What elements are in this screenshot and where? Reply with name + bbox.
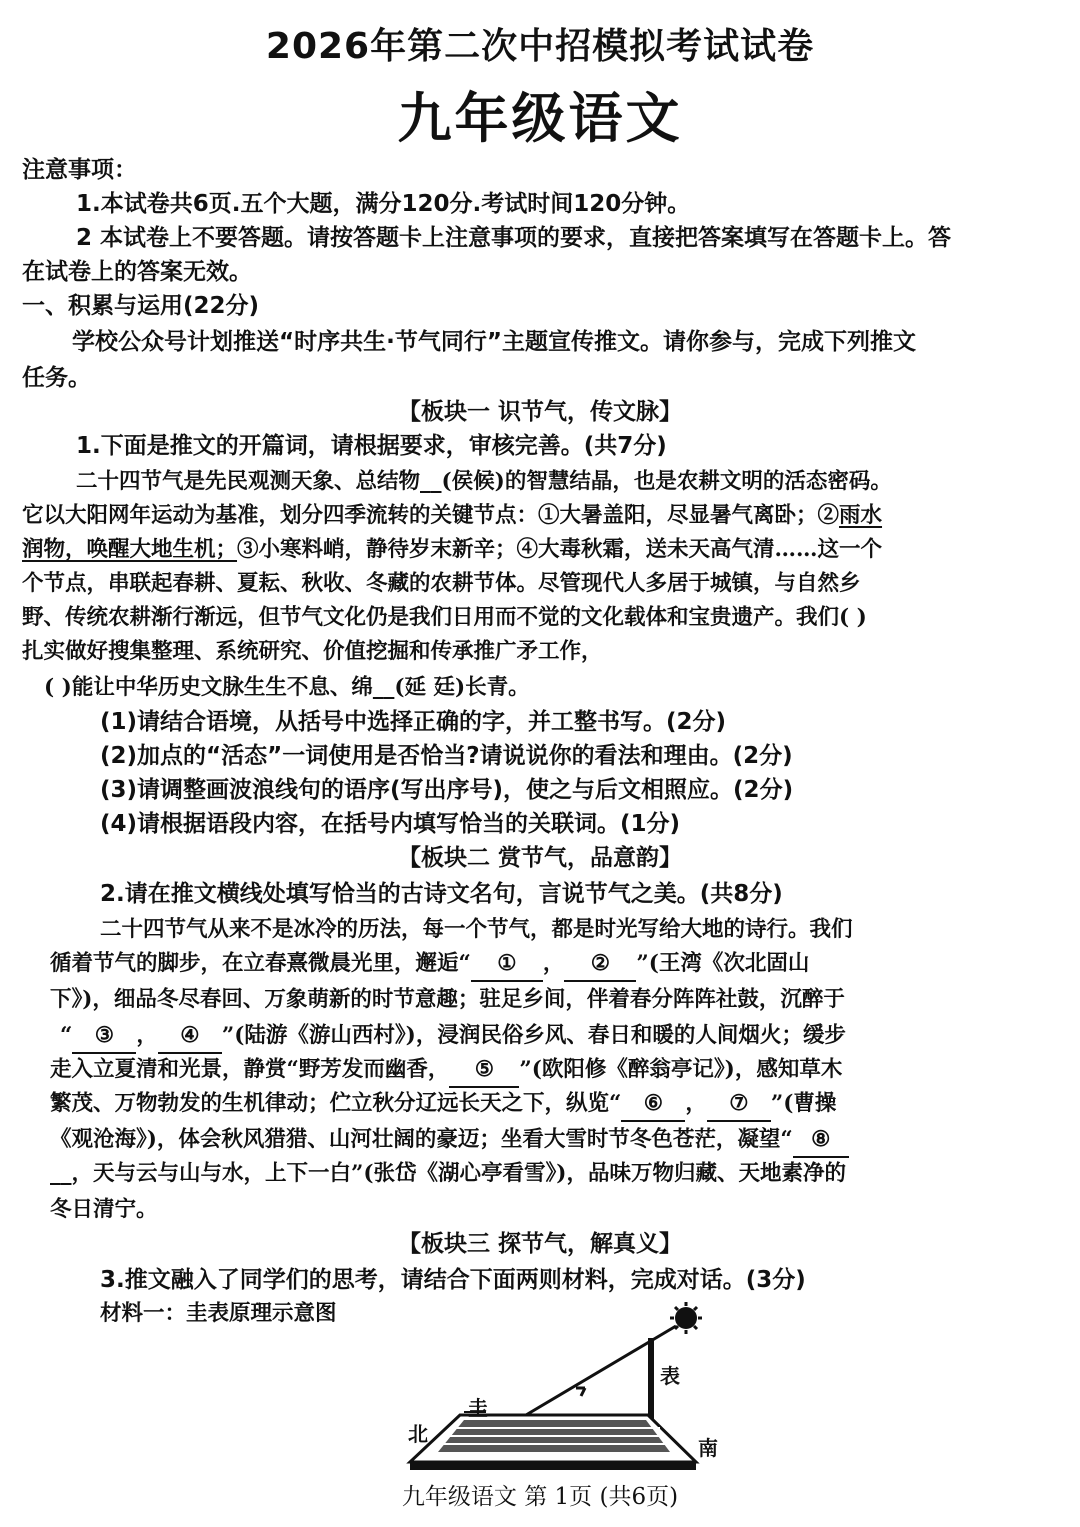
block-1-heading: 【板块一 识节气，传文脉】 (397, 399, 682, 425)
gnomon-diagram-drawing (380, 1300, 740, 1485)
passage-line: ( )能让中华历史文脉生生不息、绵__(延 廷)长青。 (44, 675, 530, 700)
passage-line: 个节点，串联起春耕、夏耘、秋收、冬藏的农耕节体。尽管现代人多居于城镇，与自然乡 (22, 571, 861, 596)
passage-line: 下》)，细品冬尽春回、万象萌新的时节意趣；驻足乡间，伴着春分阵阵社鼓，沉醉于 (50, 987, 845, 1012)
passage-line: 扎实做好搜集整理、系统研究、价值挖掘和传承推广矛工作， (22, 639, 603, 664)
passage-line: 二十四节气从来不是冰冷的历法，每一个节气，都是时光写给大地的诗行。我们 (100, 917, 853, 942)
passage-text: ”(曹操 (770, 1091, 837, 1116)
passage-text: 繁茂、万物勃发的生机律动；伫立秋分辽远长天之下，纵览“ (50, 1091, 622, 1116)
block-3-heading: 【板块三 探节气，解真义】 (397, 1231, 682, 1257)
label-south: 南 (698, 1436, 718, 1460)
gnomon-diagram (380, 1300, 740, 1485)
question-2: 2.请在推文横线处填写恰当的古诗文名句，言说节气之美。(共8分) (100, 881, 783, 907)
page-footer: 九年级语文 第 1页 (共6页) (401, 1484, 679, 1510)
answer-blank-5: ⑤ (449, 1054, 519, 1088)
section-1-intro: 学校公众号计划推送“时序共生·节气同行”主题宣传推文。请你参与，完成下列推文 (72, 329, 916, 355)
passage-line: __，天与云与山与水，上下一白”(张岱《湖心亭看雪》)，品味万物归藏、天地素净的 (50, 1161, 846, 1186)
question-3: 3.推文融入了同学们的思考，请结合下面两则材料，完成对话。(3分) (100, 1267, 806, 1293)
passage-line (22, 500, 882, 532)
passage-text: 循着节气的脚步，在立春熹微晨光里，邂逅“ (50, 951, 471, 976)
passage-line (50, 948, 809, 982)
notice-heading: 注意事项： (22, 157, 137, 183)
answer-blank-6: ⑥ (621, 1088, 685, 1122)
sub-question-3: (3)请调整画波浪线句的语序(写出序号)，使之与后文相照应。(2分) (100, 777, 794, 803)
passage-line: 野、传统农耕渐行渐远，但节气文化仍是我们日用而不觉的文化载体和宝贵遗产。我们( ) (22, 605, 867, 630)
answer-blank-4: ④ (158, 1020, 222, 1054)
label-biao: 表 (660, 1364, 680, 1388)
passage-text: 它以大阳网年运动为基准，划分四季流转的关键节点：①大暑盖阳，尽显暑气离卧；② (22, 503, 840, 528)
passage-line: 二十四节气是先民观测天象、总结物__(侯候)的智慧结晶，也是农耕文明的活态密码。 (76, 469, 892, 494)
answer-blank-7: ⑦ (707, 1088, 771, 1122)
question-1: 1.下面是推文的开篇词，请根据要求，审核完善。(共7分) (76, 433, 667, 459)
gnomon-pole (648, 1338, 654, 1422)
passage-text: ， (136, 1023, 158, 1048)
passage-text: ”(王湾《次北固山 (636, 951, 810, 976)
block-2-heading: 【板块二 赏节气，品意韵】 (397, 845, 682, 871)
passage-line (50, 1088, 836, 1122)
passage-text: 走入立夏清和光景，静赏“野芳发而幽香， (50, 1057, 450, 1082)
passage-line: 冬日清宁。 (50, 1197, 158, 1222)
section-1-intro-cont: 任务。 (22, 365, 91, 391)
passage-line (60, 1020, 846, 1054)
label-north: 北 (408, 1422, 428, 1446)
passage-line (22, 534, 882, 566)
sub-question-1: (1)请结合语境，从括号中选择正确的字，并工整书写。(2分) (100, 709, 727, 735)
passage-text: ③小寒料峭，静待岁末新辛；④大毒秋霜，送未天高气清……这一个 (237, 537, 883, 562)
passage-line (50, 1124, 849, 1158)
passage-text: ”(陆游《游山西村》)，浸润民俗乡风、春日和暖的人间烟火；缓步 (221, 1023, 846, 1048)
wavy-line-text: 雨水 (839, 503, 883, 528)
material-1-caption: 材料一：圭表原理示意图 (100, 1301, 337, 1326)
gui-scale-edge (410, 1462, 696, 1470)
passage-line (50, 1054, 842, 1088)
sub-question-4: (4)请根据语段内容，在括号内填写恰当的关联词。(1分) (100, 811, 681, 837)
passage-text: 《观沧海》)，体会秋风猎猎、山河壮阔的豪迈；坐看大雪时节冬色苍茫，凝望“ (50, 1127, 793, 1152)
notice-item-2: 2 本试卷上不要答题。请按答题卡上注意事项的要求，直接把答案填写在答题卡上。答 (76, 225, 952, 251)
passage-text: ， (685, 1091, 707, 1116)
wavy-line-text: 润物，唤醒大地生机； (22, 537, 238, 562)
answer-blank-8: ⑧ (793, 1124, 849, 1158)
notice-item-2-cont: 在试卷上的答案无效。 (22, 259, 252, 285)
label-gui: 圭 (468, 1396, 488, 1420)
passage-text: ”(欧阳修《醉翁亭记》)，感知草木 (519, 1057, 843, 1082)
section-1-heading: 一、积累与运用(22分) (22, 293, 260, 319)
answer-blank-1: ① (471, 948, 543, 982)
answer-blank-3: ③ (72, 1020, 136, 1054)
exam-subject: 九年级语文 (397, 87, 683, 150)
passage-text: ， (542, 951, 565, 976)
exam-title: 2026年第二次中招模拟考试试卷 (265, 26, 815, 67)
notice-item-1: 1.本试卷共6页.五个大题，满分120分.考试时间120分钟。 (76, 191, 691, 217)
sun-icon (670, 1302, 702, 1334)
sub-question-2: (2)加点的“活态”一词使用是否恰当?请说说你的看法和理由。(2分) (100, 743, 793, 769)
answer-blank-2: ② (564, 948, 636, 982)
passage-text: “ (60, 1023, 73, 1048)
